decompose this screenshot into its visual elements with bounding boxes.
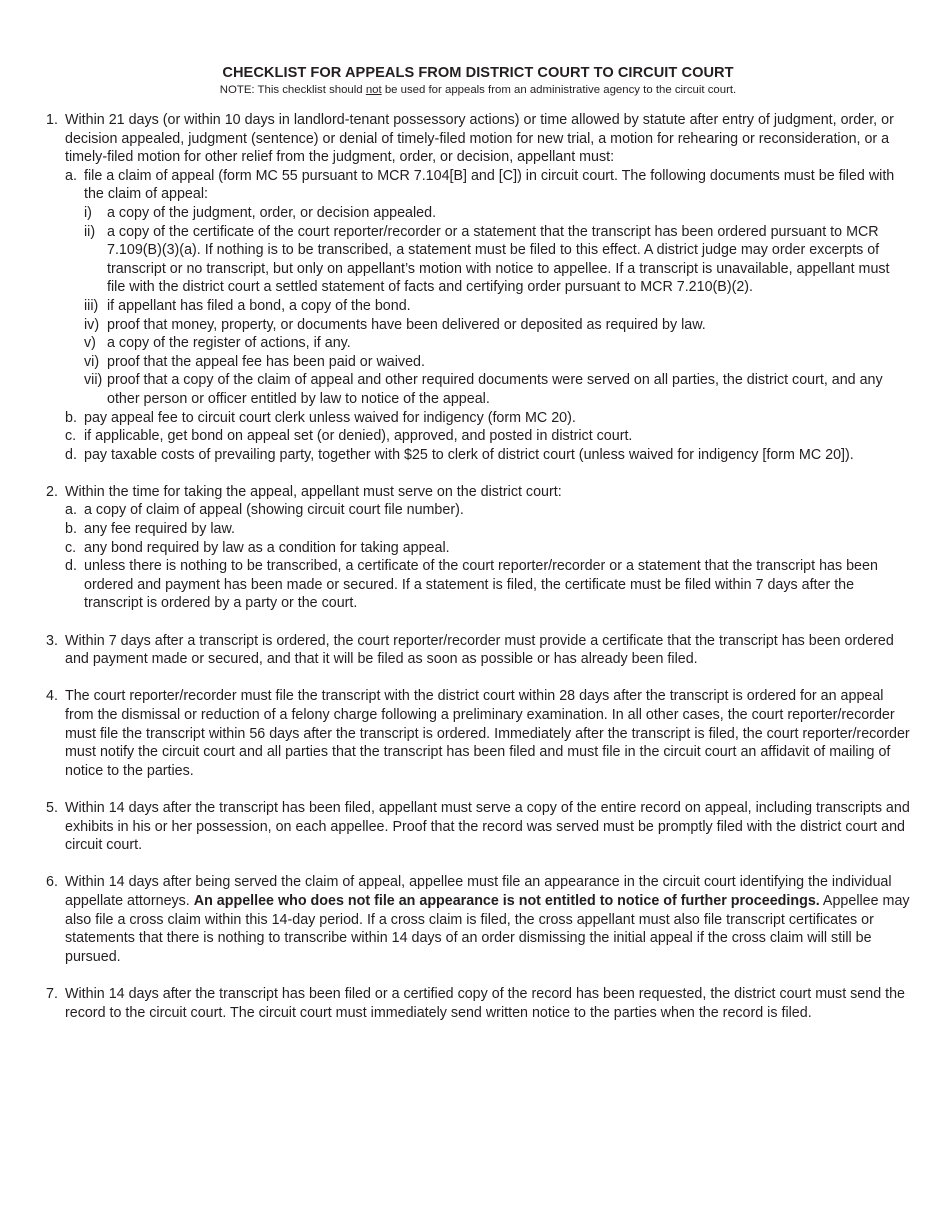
sub-item-letter: a. xyxy=(65,502,77,519)
roman-number: iv) xyxy=(84,316,100,333)
checklist-item-2 xyxy=(46,483,910,613)
sub-item-letter: a. xyxy=(65,167,77,184)
checklist xyxy=(46,111,910,1022)
item-text: Within 7 days after a transcript is ordered, the court reporter/recorder must provide a certificate that the transcript has been ordered and payment made or secured, and that it will be filed as soon as possible or has already been filed. xyxy=(65,632,894,668)
sub-item-text: pay taxable costs of prevailing party, together with $25 to clerk of district court (unless waived for indigency [form MC 20]). xyxy=(84,446,854,463)
sub-item-1a xyxy=(65,167,910,409)
checklist-item-5 xyxy=(46,799,910,855)
sub-item-2b xyxy=(65,520,910,539)
roman-text: if appellant has filed a bond, a copy of the bond. xyxy=(107,297,411,314)
item-number: 3. xyxy=(46,632,58,649)
roman-item-vi xyxy=(84,353,910,372)
item-text xyxy=(65,873,910,966)
sub-item-1b xyxy=(65,409,910,428)
roman-number: vii) xyxy=(84,372,103,389)
item-text: Within the time for taking the appeal, appellant must serve on the district court: xyxy=(65,483,562,500)
roman-item-iii xyxy=(84,297,910,316)
roman-text: a copy of the judgment, order, or decision appealed. xyxy=(107,204,437,221)
roman-text: a copy of the certificate of the court reporter/recorder or a statement that the transcript has been ordered pursuant to MCR 7.109(B)(3)(a). If nothing is to be transcribed, a statement must be filed to this effect. A district judge may order excerpts of transcript or no transcript, but only on appellant’s motion with notice to appellee. If a transcript is unavailable, appellant must file with the district court a settled statement of facts and certifying order pursuant to MCR 7.210(B)(2). xyxy=(107,223,890,296)
item-body xyxy=(65,483,910,613)
document-note xyxy=(46,83,910,97)
sub-item-letter: c. xyxy=(65,539,77,556)
sub-item-letter: b. xyxy=(65,409,77,426)
roman-item-v xyxy=(84,334,910,353)
sub-item-text: any bond required by law as a condition for taking appeal. xyxy=(84,539,450,556)
item-number: 6. xyxy=(46,874,58,891)
item-text: Within 14 days after the transcript has been filed or a certified copy of the record has been requested, the district court must send the record to the circuit court. The circuit court must immediately send written notice to the parties when the record is filed. xyxy=(65,985,905,1021)
item-text-after: Appellee may also file a cross claim within this 14-day period. If a cross claim is filed, the cross appellant must also file transcript certificates or statements that there is nothing to transcribe within 14 days of an order dismissing the initial appeal if the cross claim will still be pursued. xyxy=(65,892,910,965)
sub-item-letter: b. xyxy=(65,521,77,538)
item-text-before: Within 14 days after being served the claim of appeal, appellee must file an appearance in the circuit court identifying the individual appellate attorneys. xyxy=(65,874,892,909)
note-text-before: NOTE: This checklist should xyxy=(219,84,366,96)
sub-item-2d xyxy=(65,557,910,613)
roman-number: i) xyxy=(84,204,92,221)
sub-item-text: pay appeal fee to circuit court clerk unless waived for indigency (form MC 20). xyxy=(84,409,576,426)
item-text-bold-warning: An appellee who does not file an appearance is not entitled to notice of further proceedings. xyxy=(193,892,820,909)
item-number: 5. xyxy=(46,799,58,816)
roman-item-vii xyxy=(84,371,910,408)
sub-item-1d xyxy=(65,446,910,465)
sub-item-text: any fee required by law. xyxy=(84,521,236,538)
item-text: Within 14 days after the transcript has been filed, appellant must serve a copy of the entire record on appeal, including transcripts and exhibits in his or her possession, on each appellee. Proof that the record was served must be promptly filed with the district court and circuit court. xyxy=(65,799,910,854)
roman-number: ii) xyxy=(84,223,96,240)
checklist-item-1 xyxy=(46,111,910,464)
roman-text: proof that the appeal fee has been paid or waived. xyxy=(107,353,425,370)
item-text: Within 21 days (or within 10 days in landlord-tenant possessory actions) or time allowed by statute after entry of judgment, order, or decision appealed, judgment (sentence) or denial of timely-filed motion for new trial, a motion for rehearing or reconsideration, or a timely-filed motion for other relief from the judgment, order, or decision, appellant must: xyxy=(65,112,894,166)
checklist-item-6 xyxy=(46,873,910,966)
checklist-item-3 xyxy=(46,632,910,669)
note-text-after: be used for appeals from an administrative agency to the circuit court. xyxy=(381,84,737,96)
sub-item-body xyxy=(84,167,910,409)
item-number: 7. xyxy=(46,985,58,1002)
sub-item-letter: d. xyxy=(65,558,77,575)
sub-item-text: if applicable, get bond on appeal set (or denied), approved, and posted in district court. xyxy=(84,428,633,445)
roman-text: a copy of the register of actions, if any. xyxy=(107,335,351,352)
item-text: The court reporter/recorder must file the transcript with the district court within 28 days after the transcript is ordered for an appeal from the dismissal or reduction of a felony charge following a preliminary examination. In all other cases, the court reporter/recorder must file the transcript within 56 days after the transcript is ordered. Immediately after the transcript is filed, the court reporter/recorder must notify the circuit court and all parties that the transcript has been filed and must file in the circuit court an affidavit of mailing of notice to the parties. xyxy=(65,688,910,779)
note-underlined-word: not xyxy=(365,84,382,96)
roman-number: iii) xyxy=(84,297,99,314)
sub-item-letter: c. xyxy=(65,428,77,445)
sub-item-letter: d. xyxy=(65,446,77,463)
sub-item-text: unless there is nothing to be transcribed, a certificate of the court reporter/recorder or a statement that the transcript has been ordered and payment has been made or secured. If a statement is filed, the certificate must be filed within 7 days after the transcript is ordered by a party or the court. xyxy=(84,558,878,612)
sub-item-text: a copy of claim of appeal (showing circuit court file number). xyxy=(84,502,464,519)
item-number: 4. xyxy=(46,688,58,705)
roman-text: proof that a copy of the claim of appeal and other required documents were served on all parties, the district court, and any other person or officer entitled by law to notice of the appeal. xyxy=(107,372,883,407)
roman-item-i xyxy=(84,204,910,223)
checklist-item-4 xyxy=(46,687,910,780)
roman-text: proof that money, property, or documents have been delivered or deposited as required by law. xyxy=(107,316,706,333)
item-number: 1. xyxy=(46,112,58,128)
item-body xyxy=(65,111,910,464)
sub-item-2c xyxy=(65,539,910,558)
item-number: 2. xyxy=(46,483,58,500)
roman-item-iv xyxy=(84,316,910,335)
document-title: CHECKLIST FOR APPEALS FROM DISTRICT COURT TO CIRCUIT COURT xyxy=(222,65,734,81)
roman-number: vi) xyxy=(84,353,100,370)
sub-item-text: file a claim of appeal (form MC 55 pursuant to MCR 7.104[B] and [C]) in circuit court. The following documents must be filed with the claim of appeal: xyxy=(84,167,895,203)
sub-item-2a xyxy=(65,501,910,520)
sub-item-1c xyxy=(65,427,910,446)
roman-number: v) xyxy=(84,335,96,352)
roman-item-ii xyxy=(84,223,910,297)
checklist-item-7 xyxy=(46,985,910,1022)
